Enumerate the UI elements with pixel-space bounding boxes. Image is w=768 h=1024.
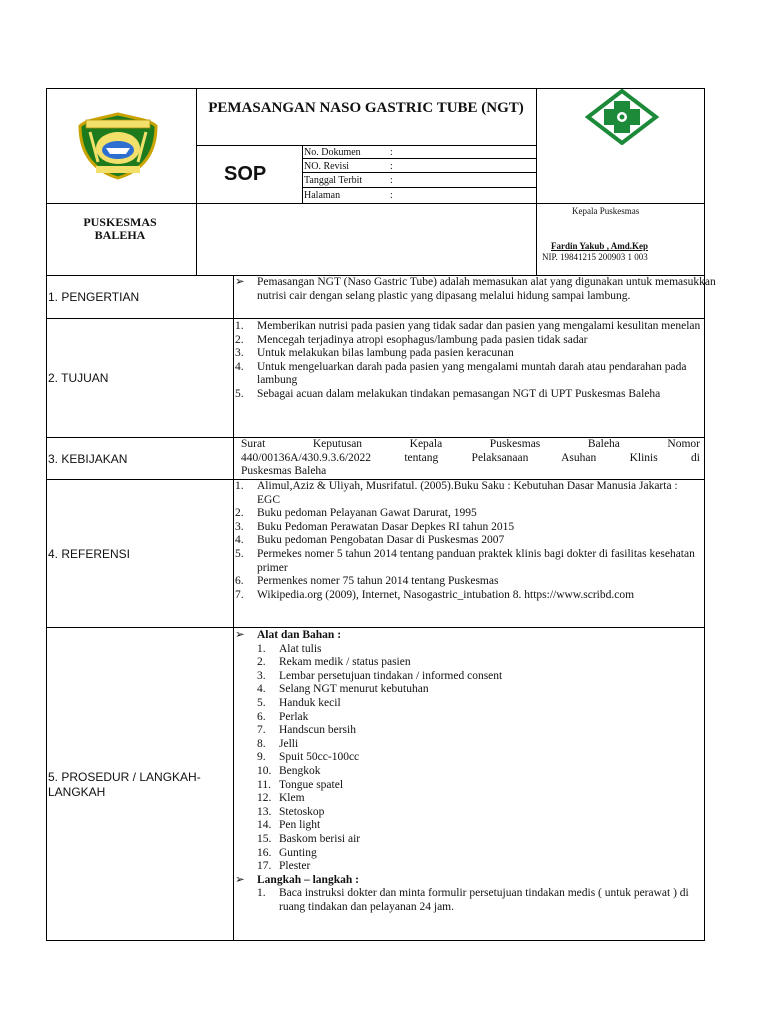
list-item: 4. Untuk mengeluarkan darah pada pasien yang mengalami muntah darah atau pendarahan pada lambung — [235, 360, 687, 387]
list-item: 17. Plester — [257, 860, 311, 873]
document-title: PEMASANGAN NASO GASTRIC TUBE (NGT) — [208, 100, 524, 116]
list-item: 3. Buku Pedoman Perawatan Dasar Depkes RI tahun 2015 — [235, 520, 515, 533]
section-label-kebijakan: 3. KEBIJAKAN — [48, 452, 128, 466]
kepala-name: Fardin Yakub , Amd.Kep — [551, 241, 648, 251]
kepala-label: Kepala Puskesmas — [572, 206, 640, 216]
list-item: 3. Lembar persetujuan tindakan / informed consent — [257, 669, 503, 682]
kebijakan-line: 440/00136A/430.9.3.6/2022 tentang Pelaksanaan Asuhan Klinis di — [241, 451, 700, 464]
list-item: 1. Alimul,Aziz & Uliyah, Musrifatul. (2005).Buku Saku : Kebutuhan Dasar Manusia Jakarta : EGC — [235, 480, 678, 506]
regency-emblem-logo — [76, 112, 160, 180]
kebijakan-line: Surat Keputusan Kepala Puskesmas Baleha Nomor — [241, 438, 700, 450]
organization-name: PUSKESMAS BALEHA — [83, 215, 157, 242]
alat-heading: ➢ Alat dan Bahan : — [235, 629, 342, 641]
meta-label: No. Dokumen — [304, 147, 361, 158]
section-label-tujuan: 2. TUJUAN — [48, 371, 109, 385]
list-item: 5. Sebagai acuan dalam melakukan tindakan pemasangan NGT di UPT Puskesmas Baleha — [235, 387, 661, 400]
list-item: 10. Bengkok — [257, 764, 321, 777]
list-item: 4. Selang NGT menurut kebutuhan — [257, 683, 429, 696]
meta-label: NO. Revisi — [304, 161, 349, 172]
kepala-nip: NIP. 19841215 200903 1 003 — [542, 252, 648, 262]
meta-label: Tanggal Terbit — [304, 175, 363, 186]
puskesmas-logo — [584, 89, 660, 145]
list-item: 9. Spuit 50cc-100cc — [257, 751, 360, 764]
arrow-bullet-icon: ➢ — [235, 276, 245, 288]
list-item: 8. Jelli — [257, 737, 299, 750]
list-item: 1. Baca instruksi dokter dan minta formulir persetujuan tindakan medis ( untuk perawat ) di ruang tindakan dan pelayanan 24 jam. — [257, 887, 689, 913]
arrow-bullet-icon: ➢ — [235, 629, 245, 641]
list-item: 12. Klem — [257, 792, 305, 805]
kebijakan-text — [241, 438, 700, 479]
list-item: 7. Handscun bersih — [257, 724, 356, 737]
section-label-pengertian: 1. PENGERTIAN — [48, 290, 140, 304]
meta-value: : — [390, 190, 393, 201]
list-item: 2. Rekam medik / status pasien — [257, 656, 411, 669]
prosedur-content — [235, 629, 701, 914]
referensi-list — [235, 480, 701, 602]
section-label-prosedur: 5. PROSEDUR / LANGKAH- LANGKAH — [48, 770, 201, 799]
list-item: 5. Handuk kecil — [257, 696, 341, 709]
list-item: 16. Gunting — [257, 846, 317, 859]
list-item: 14. Pen light — [257, 819, 321, 832]
langkah-heading: ➢ Langkah – langkah : — [235, 873, 359, 886]
sop-label: SOP — [224, 163, 267, 185]
list-item: 11. Tongue spatel — [257, 778, 344, 791]
meta-value: : — [390, 175, 393, 186]
pengertian-body: Pemasangan NGT (Naso Gastric Tube) adalah memasukan alat yang digunakan untuk memasukkan nutrisi cair dengan selang plastic yang dipasang melalui hidung sampai lambung. — [257, 276, 716, 302]
alat-list — [235, 643, 701, 874]
meta-value: : — [390, 161, 393, 172]
list-item: 2. Buku pedoman Pelayanan Gawat Darurat, 1995 — [235, 507, 477, 520]
meta-label: Halaman — [304, 190, 341, 201]
langkah-list — [235, 887, 701, 914]
list-item: 1. Alat tulis — [257, 642, 322, 655]
list-item: 6. Perlak — [257, 710, 309, 723]
tujuan-list — [235, 320, 701, 402]
list-item: 13. Stetoskop — [257, 805, 325, 818]
list-item: 4. Buku pedoman Pengobatan Dasar di Puskesmas 2007 — [235, 534, 505, 547]
list-item: 2. Mencegah terjadinya atropi esophagus/lambung pada pasien tidak sadar — [235, 333, 588, 346]
list-item: 7. Wikipedia.org (2009), Internet, Nasogastric_intubation 8. https://www.scribd.com — [235, 588, 635, 601]
list-item: 5. Permekes nomer 5 tahun 2014 tentang panduan praktek klinis bagi dokter di fasilitas kesehatan primer — [235, 547, 695, 574]
meta-value: : — [390, 147, 393, 158]
arrow-bullet-icon: ➢ — [235, 873, 245, 886]
section-label-referensi: 4. REFERENSI — [48, 547, 131, 561]
list-item: 6. Permenkes nomer 75 tahun 2014 tentang Puskesmas — [235, 575, 499, 588]
list-item: 1. Memberikan nutrisi pada pasien yang tidak sadar dan pasien yang mengalami kesulitan menelan — [235, 320, 701, 332]
pengertian-text — [235, 276, 719, 303]
list-item: 15. Baskom berisi air — [257, 832, 361, 845]
kebijakan-line: Puskesmas Baleha — [241, 465, 327, 478]
list-item: 3. Untuk melakukan bilas lambung pada pasien keracunan — [235, 347, 514, 360]
